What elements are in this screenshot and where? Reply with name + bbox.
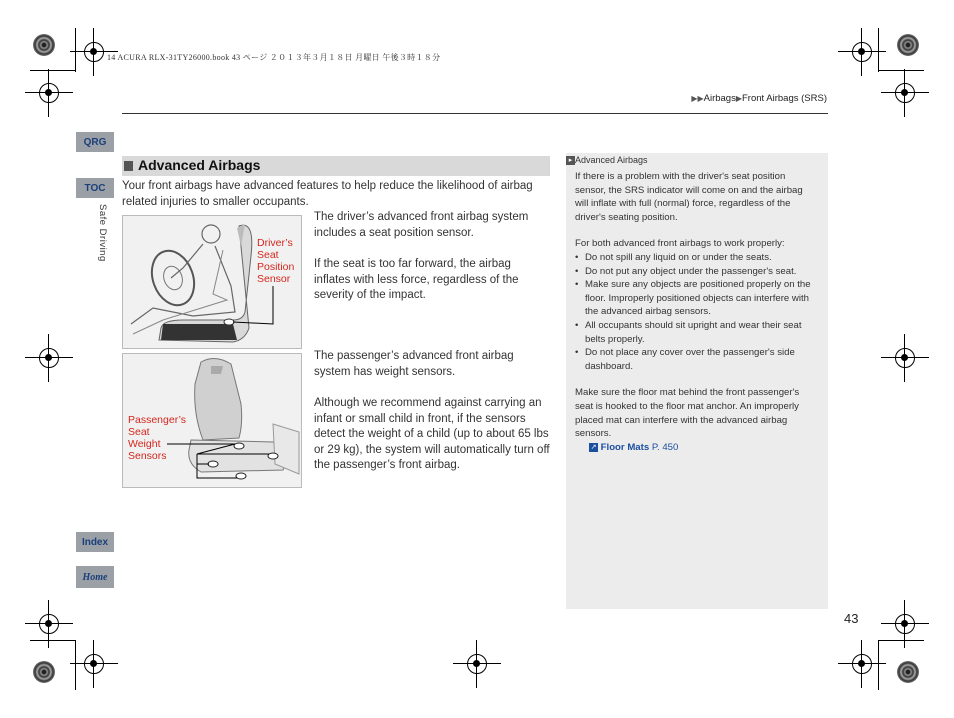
sidebar-body xyxy=(575,170,818,454)
registration-mark xyxy=(848,38,876,66)
breadcrumb-link-front-airbags[interactable]: Front Airbags (SRS) xyxy=(742,93,827,104)
section-marker-icon xyxy=(124,161,133,171)
qrg-button[interactable]: QRG xyxy=(76,132,114,152)
registration-mark xyxy=(35,344,63,372)
toc-button[interactable]: TOC xyxy=(76,178,114,198)
passenger-seat-figure xyxy=(122,353,302,488)
home-button[interactable]: Home xyxy=(76,566,114,588)
callout-line: Sensors xyxy=(128,450,167,462)
list-item: • Do not place any cover over the passenger's side dashboard. xyxy=(585,346,818,373)
registration-mark xyxy=(891,344,919,372)
registration-mark xyxy=(891,79,919,107)
crop-line xyxy=(878,70,924,71)
list-item: • All occupants should sit upright and wear their seat belts properly. xyxy=(585,319,818,346)
floor-mats-link[interactable] xyxy=(589,441,818,455)
registration-mark xyxy=(848,650,876,678)
print-header: 14 ACURA RLX-31TY26000.book 43 ページ ２０１３年３月１８日 月曜日 午後３時１８分 xyxy=(107,53,441,62)
breadcrumb xyxy=(691,93,827,104)
callout-line: Seat xyxy=(257,249,279,261)
print-rosette xyxy=(33,34,55,56)
link-arrow-icon: ↗ xyxy=(590,443,597,451)
registration-mark xyxy=(80,38,108,66)
print-rosette xyxy=(897,661,919,683)
passenger-paragraph-2: Although we recommend against carrying an infant or small child in front, if the sensors detect the weight of a child (up to about 65 lbs or 29 kg), the system will automatically turn off the passenger’s front airbag. xyxy=(314,397,550,471)
crop-line xyxy=(75,28,76,72)
list-item: • Do not put any object under the passenger's seat. xyxy=(585,265,818,279)
chapter-tab: Safe Driving xyxy=(97,204,108,262)
sidebar-bullet-list xyxy=(575,251,818,373)
section-title: Advanced Airbags xyxy=(138,157,261,173)
breadcrumb-link-airbags[interactable]: Airbags xyxy=(703,93,736,104)
registration-mark xyxy=(891,610,919,638)
sidebar-paragraph-2: For both advanced front airbags to work properly: xyxy=(575,238,785,250)
crop-line xyxy=(878,28,879,72)
callout-line: Position xyxy=(257,261,295,273)
page-number: 43 xyxy=(844,611,859,626)
registration-mark xyxy=(35,79,63,107)
link-page: P. 450 xyxy=(651,441,679,453)
passenger-sensor-callout xyxy=(128,414,186,462)
intro-paragraph: Your front airbags have advanced features to help reduce the likelihood of airbag related injuries to smaller occupants. xyxy=(122,180,533,208)
callout-line: Driver’s xyxy=(257,237,293,249)
list-item: • Do not spill any liquid on or under the seats. xyxy=(585,251,818,265)
passenger-paragraph-1: The passenger’s advanced front airbag system has weight sensors. xyxy=(314,350,514,378)
print-rosette xyxy=(33,661,55,683)
callout-line: Passenger’s xyxy=(128,414,186,426)
callout-line: Seat xyxy=(128,426,150,438)
breadcrumb-arrows: ▶▶ xyxy=(691,94,704,103)
registration-mark xyxy=(35,610,63,638)
sidebar-title xyxy=(566,155,648,165)
crop-line xyxy=(878,640,924,641)
breadcrumb-separator: ▶ xyxy=(735,94,742,103)
driver-seat-figure xyxy=(122,215,302,349)
driver-sensor-callout xyxy=(257,237,294,285)
driver-paragraph-2: If the seat is too far forward, the airbag inflates with less force, regardless of the severity of the impact. xyxy=(314,258,519,301)
note-icon: ▸ xyxy=(566,156,575,165)
callout-line: Weight xyxy=(128,438,161,450)
crop-line xyxy=(878,640,879,690)
print-rosette xyxy=(897,34,919,56)
sidebar-title-text: Advanced Airbags xyxy=(575,155,648,165)
sidebar-paragraph-3: Make sure the floor mat behind the front passenger's seat is hooked to the floor mat anchor. An improperly placed mat can interfere with the advanced airbag sensors. xyxy=(575,387,800,440)
crop-line xyxy=(75,640,76,690)
notes-sidebar xyxy=(566,153,828,609)
driver-paragraph-1: The driver’s advanced front airbag system includes a seat position sensor. xyxy=(314,211,529,239)
section-header xyxy=(122,156,550,176)
index-button[interactable]: Index xyxy=(76,532,114,552)
registration-mark xyxy=(463,650,491,678)
callout-line: Sensor xyxy=(257,273,291,285)
header-rule xyxy=(122,113,828,114)
crop-line xyxy=(30,640,76,641)
link-label: Floor Mats xyxy=(600,441,650,453)
crop-line xyxy=(30,70,76,71)
list-item: • Make sure any objects are positioned properly on the floor. Improperly positioned objects can interfere with the advanced airbag sensors. xyxy=(585,278,818,319)
sidebar-paragraph-1: If there is a problem with the driver's seat position sensor, the SRS indicator will come on and the airbag will inflate with full (normal) force, regardless of the driver's seating position. xyxy=(575,171,803,223)
registration-mark xyxy=(80,650,108,678)
